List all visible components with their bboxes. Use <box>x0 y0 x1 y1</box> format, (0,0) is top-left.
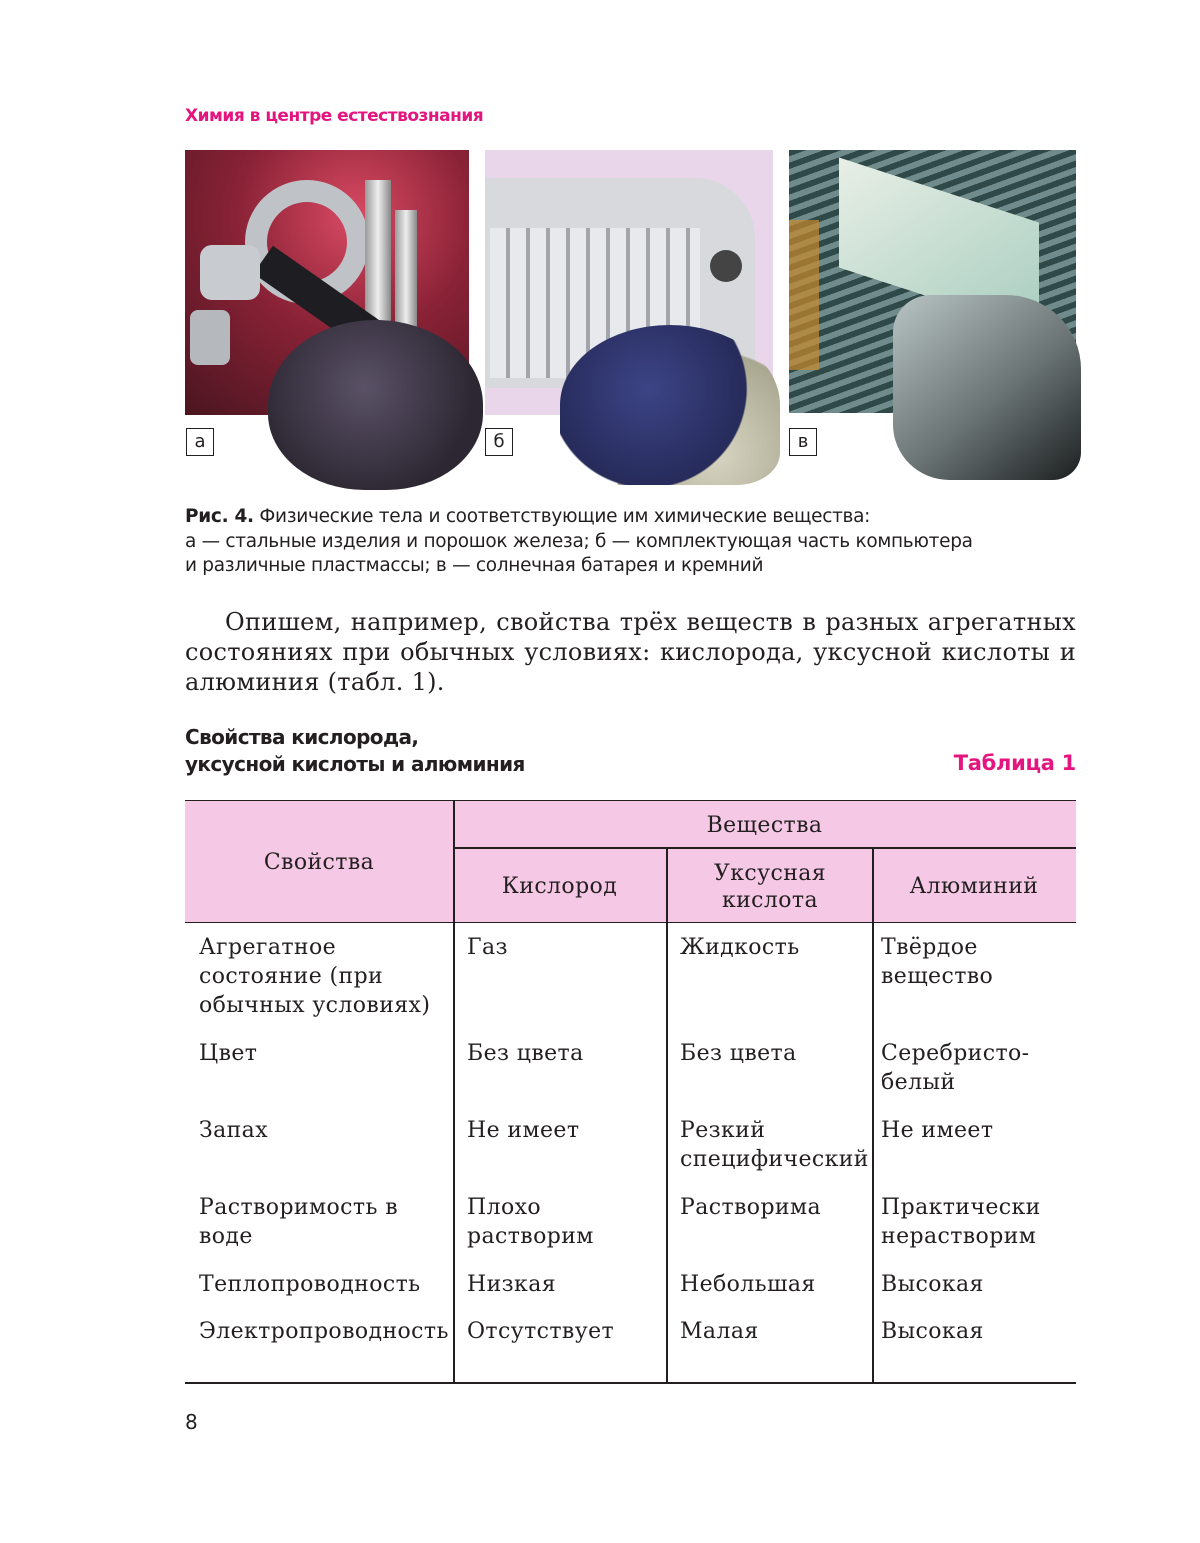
table-title-line: уксусной кислоты и алюминия <box>185 752 525 776</box>
header-aluminium: Алюминий <box>909 874 1039 899</box>
row-value: Резкий специфический <box>680 1118 869 1172</box>
row-property: Электропроводность <box>199 1319 449 1344</box>
caption-line: Физические тела и соответствующие им химические вещества: <box>259 506 871 527</box>
row-value: Без цвета <box>467 1041 584 1066</box>
iron-powder-pile <box>268 320 483 490</box>
divider <box>872 847 874 1383</box>
row-value: Малая <box>680 1319 759 1344</box>
row-value: Газ <box>467 935 508 960</box>
row-value: Небольшая <box>680 1272 816 1297</box>
header-properties: Свойства <box>263 850 375 875</box>
silicon-crystal <box>893 295 1081 480</box>
row-property: Теплопроводность <box>199 1272 421 1297</box>
row-value: Практически нерастворим <box>881 1195 1041 1249</box>
panel-label-b: б <box>485 428 513 456</box>
row-value: Серебристо-белый <box>881 1041 1030 1095</box>
plastic-pellets-pile <box>560 325 780 485</box>
header-oxygen: Кислород <box>501 874 618 899</box>
row-value: Не имеет <box>881 1118 994 1143</box>
header-acetic-acid: Уксусная кислота <box>713 861 827 913</box>
row-value: Отсутствует <box>467 1319 615 1344</box>
row-property: Цвет <box>199 1041 258 1066</box>
page-number: 8 <box>185 1410 198 1434</box>
body-paragraph <box>185 607 1076 697</box>
divider <box>185 1382 1076 1384</box>
row-value: Низкая <box>467 1272 556 1297</box>
row-value: Твёрдое вещество <box>881 935 994 989</box>
running-head: Химия в центре естествознания <box>185 106 484 126</box>
row-value: Высокая <box>881 1319 984 1344</box>
table-number: Таблица 1 <box>953 751 1076 775</box>
row-property: Агрегатное состояние (при обычных условиях) <box>199 935 431 1018</box>
table-title-line: Свойства кислорода, <box>185 725 419 749</box>
row-value: Жидкость <box>680 935 800 960</box>
row-property: Растворимость в воде <box>199 1195 398 1249</box>
header-substances: Вещества <box>706 813 823 838</box>
table-title <box>185 724 525 778</box>
divider <box>666 847 668 1383</box>
row-value: Растворима <box>680 1195 822 1220</box>
row-value: Плохо растворим <box>467 1195 594 1249</box>
row-property: Запах <box>199 1118 269 1143</box>
caption-label: Рис. 4. <box>185 506 254 527</box>
figure-caption <box>185 505 1085 579</box>
panel-label-a: а <box>186 428 214 456</box>
caption-line: а — стальные изделия и порошок железа; б — комплектующая часть компьютера <box>185 530 973 552</box>
row-value: Без цвета <box>680 1041 797 1066</box>
row-value: Высокая <box>881 1272 984 1297</box>
panel-label-c: в <box>789 428 817 456</box>
row-value: Не имеет <box>467 1118 580 1143</box>
paragraph-text: Опишем, например, свойства трёх веществ в разных агрегатных состояниях при обычных условиях: кислорода, уксусной кислоты и алюминия (табл. 1). <box>185 608 1076 696</box>
caption-line: и различные пластмассы; в — солнечная батарея и кремний <box>185 555 764 576</box>
divider <box>453 847 1076 849</box>
